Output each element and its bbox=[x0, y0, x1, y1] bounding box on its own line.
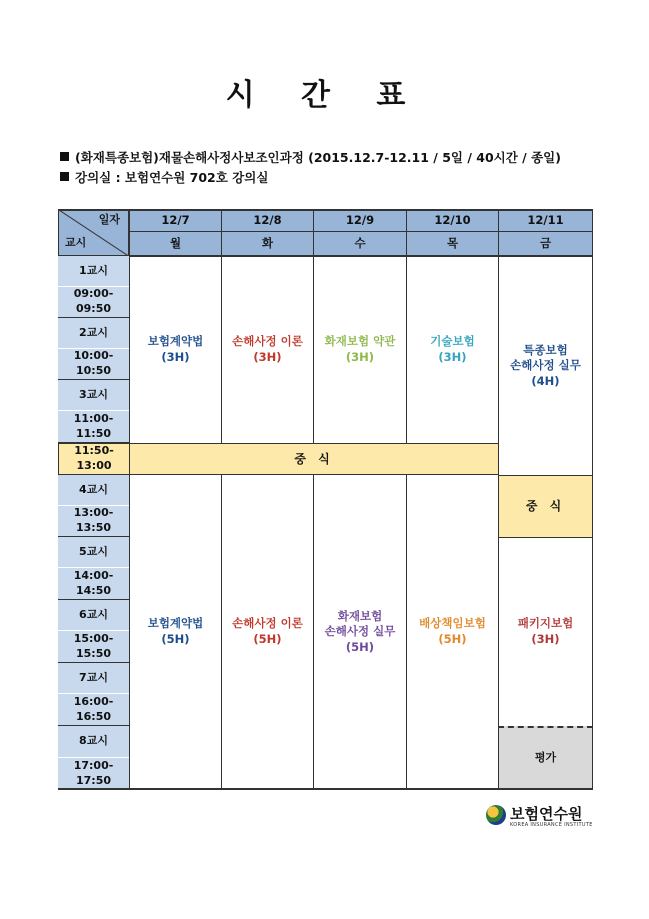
class-name: 손해사정 이론 bbox=[232, 334, 303, 349]
room-text: 강의실 : 보험연수원 702호 강의실 bbox=[75, 170, 269, 185]
bullet-square-icon bbox=[60, 152, 69, 161]
course-text: (화재특종보험)재물손해사정사보조인과정 (2015.12.7-12.11 / 5일 / 40시간 / 종일) bbox=[75, 150, 561, 165]
logo-emblem-icon bbox=[486, 805, 506, 825]
corner-header bbox=[58, 209, 129, 256]
period-time: 11:00-11:50 bbox=[58, 411, 130, 443]
lunch-time: 11:50-13:00 bbox=[58, 443, 130, 475]
period-time: 14:00-14:50 bbox=[58, 568, 130, 600]
timetable bbox=[58, 209, 593, 790]
class-name: 패키지보험 bbox=[517, 616, 574, 631]
period-label: 4교시 bbox=[58, 475, 130, 506]
day-header-tue: 화 bbox=[221, 231, 314, 256]
class-block bbox=[313, 256, 407, 444]
day-header-fri: 금 bbox=[498, 231, 593, 256]
class-block bbox=[313, 474, 407, 790]
class-hours: (4H) bbox=[531, 373, 560, 388]
class-name: 기술보험 bbox=[430, 334, 475, 349]
corner-period-label: 교시 bbox=[65, 236, 87, 250]
class-name: 손해사정 이론 bbox=[232, 616, 303, 631]
class-hours: (5H) bbox=[438, 632, 467, 646]
class-hours: (5H) bbox=[345, 639, 375, 654]
course-info bbox=[60, 148, 561, 166]
day-header-thu: 목 bbox=[406, 231, 499, 256]
class-block bbox=[406, 474, 499, 790]
logo-name: 보험연수원 bbox=[510, 805, 583, 823]
date-header-tue: 12/8 bbox=[221, 209, 314, 232]
class-block bbox=[129, 474, 222, 790]
class-name: 화재보험 bbox=[337, 608, 383, 623]
page-title: 시 간 표 bbox=[225, 78, 424, 113]
institute-logo bbox=[486, 803, 596, 831]
class-hours: (3H) bbox=[438, 350, 467, 364]
class-block bbox=[129, 256, 222, 444]
period-label: 3교시 bbox=[58, 380, 130, 411]
class-name: 손해사정 실무 bbox=[324, 624, 396, 639]
class-name: 배상책임보험 bbox=[419, 616, 486, 631]
class-hours: (3H) bbox=[161, 350, 190, 364]
date-header-fri: 12/11 bbox=[498, 209, 593, 232]
class-block bbox=[498, 256, 593, 476]
period-time: 13:00-13:50 bbox=[58, 506, 130, 537]
class-hours: (5H) bbox=[161, 632, 190, 646]
class-hours: (5H) bbox=[253, 632, 282, 646]
day-header-wed: 수 bbox=[313, 231, 407, 256]
corner-date-label: 일자 bbox=[98, 213, 120, 226]
date-header-thu: 12/10 bbox=[406, 209, 499, 232]
period-label: 7교시 bbox=[58, 663, 130, 694]
period-label: 2교시 bbox=[58, 318, 130, 349]
lunch-label: 중 식 bbox=[129, 443, 499, 475]
room-info bbox=[60, 168, 268, 186]
table-bottom-border bbox=[58, 788, 593, 790]
class-block bbox=[221, 474, 314, 790]
class-name: 보험계약법 bbox=[147, 334, 204, 349]
class-name: 손해사정 실무 bbox=[510, 358, 581, 373]
class-block bbox=[406, 256, 499, 444]
class-block bbox=[221, 256, 314, 444]
fri-lunch-label: 중 식 bbox=[498, 475, 593, 538]
date-header-wed: 12/9 bbox=[313, 209, 407, 232]
period-time: 16:00-16:50 bbox=[58, 694, 130, 726]
period-time: 17:00-17:50 bbox=[58, 758, 130, 790]
class-name: 특종보험 bbox=[523, 342, 568, 357]
period-label: 6교시 bbox=[58, 600, 130, 631]
period-time: 15:00-15:50 bbox=[58, 631, 130, 663]
period-time: 09:00-09:50 bbox=[58, 287, 130, 318]
class-hours: (3H) bbox=[345, 350, 375, 364]
class-hours: (3H) bbox=[253, 350, 282, 364]
period-time: 10:00-10:50 bbox=[58, 349, 130, 380]
period-label: 1교시 bbox=[58, 256, 130, 287]
logo-subtitle: KOREA INSURANCE INSTITUTE bbox=[510, 822, 593, 828]
day-header-mon: 월 bbox=[129, 231, 222, 256]
class-name: 화재보험 약관 bbox=[324, 334, 396, 349]
evaluation-block: 평가 bbox=[498, 726, 593, 790]
period-label: 5교시 bbox=[58, 537, 130, 568]
period-label: 8교시 bbox=[58, 726, 130, 758]
bullet-square-icon bbox=[60, 172, 69, 181]
class-name: 보험계약법 bbox=[147, 616, 204, 631]
table-top-border bbox=[58, 209, 593, 211]
date-header-mon: 12/7 bbox=[129, 209, 222, 232]
class-block bbox=[498, 537, 593, 727]
class-hours: (3H) bbox=[531, 632, 560, 646]
